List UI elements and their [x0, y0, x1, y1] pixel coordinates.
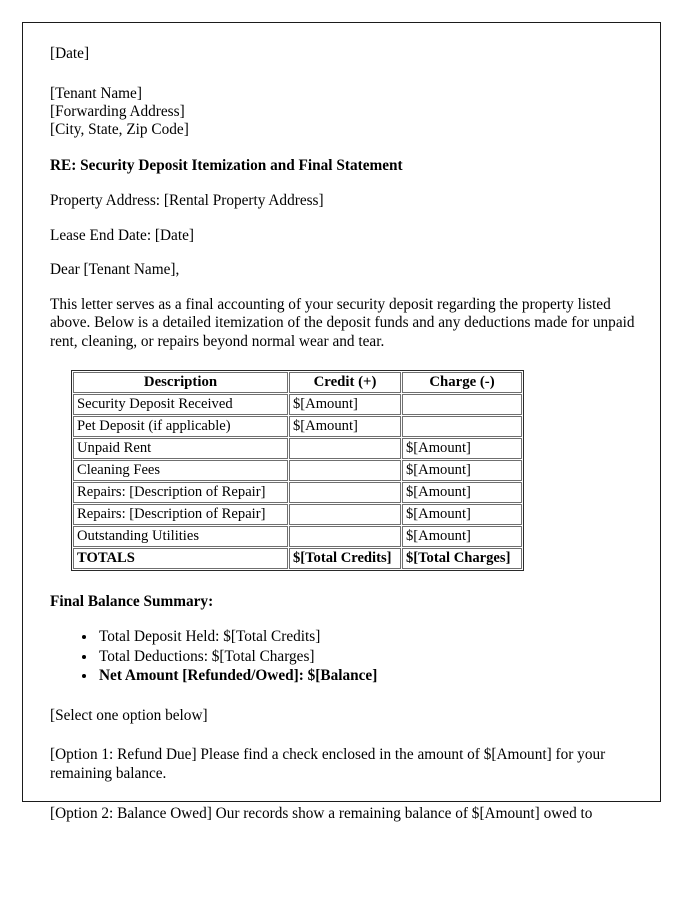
- property-address-line: Property Address: [Rental Property Address]: [50, 192, 324, 210]
- cell-description: Unpaid Rent: [73, 438, 288, 459]
- date-line: [Date]: [50, 45, 90, 62]
- cell-charge: $[Amount]: [402, 526, 522, 547]
- list-item: • Net Amount [Refunded/Owed]: $[Balance]: [97, 666, 650, 686]
- table-row: [73, 460, 522, 481]
- cell-description: Pet Deposit (if applicable): [73, 416, 288, 437]
- spacer: [50, 64, 650, 85]
- intro-paragraph: This letter serves as a final accounting of your security deposit regarding the property listed above. Below is a detailed itemization of the deposit funds and any deductions made for unpaid rent, cleaning, or repairs beyond normal wear and tear.: [50, 295, 635, 351]
- cell-credit: [289, 482, 401, 503]
- cell-credit: [289, 460, 401, 481]
- recipient-address-block: [50, 85, 650, 140]
- table-row: [73, 482, 522, 503]
- recipient-name: [Tenant Name]: [50, 84, 142, 102]
- cell-credit: [289, 526, 401, 547]
- final-balance-summary-heading: Final Balance Summary:: [50, 592, 214, 610]
- cell-description: Outstanding Utilities: [73, 526, 288, 547]
- spacer: [50, 352, 650, 370]
- document-content: [50, 45, 650, 823]
- option-one-paragraph: [Option 1: Refund Due] Please find a check enclosed in the amount of $[Amount] for your remaining balance.: [50, 746, 606, 782]
- spacer: [50, 280, 650, 296]
- cell-description: Repairs: [Description of Repair]: [73, 504, 288, 525]
- cell-description: Security Deposit Received: [73, 394, 288, 415]
- cell-charge: $[Amount]: [402, 438, 522, 459]
- subject-line: RE: Security Deposit Itemization and Final Statement: [50, 157, 403, 175]
- final-balance-summary-list: [50, 627, 650, 686]
- spacer: [50, 571, 650, 593]
- recipient-address: [Forwarding Address]: [50, 102, 185, 120]
- cell-credit: [289, 504, 401, 525]
- cell-totals-label: TOTALS: [73, 548, 288, 569]
- list-item: • Total Deposit Held: $[Total Credits]: [97, 627, 650, 647]
- spacer: [50, 139, 650, 157]
- table-row: [73, 438, 522, 459]
- table-row: [73, 394, 522, 415]
- cell-description: Repairs: [Description of Repair]: [73, 482, 288, 503]
- cell-charge: [402, 394, 522, 415]
- cell-charge: $[Amount]: [402, 482, 522, 503]
- list-item: • Total Deductions: $[Total Charges]: [97, 647, 650, 667]
- cell-description: Cleaning Fees: [73, 460, 288, 481]
- cell-credit: [289, 438, 401, 459]
- cell-charge: [402, 416, 522, 437]
- recipient-city-state-zip: [City, State, Zip Code]: [50, 121, 189, 139]
- table-row: [73, 416, 522, 437]
- select-option-line: [Select one option below]: [50, 706, 208, 724]
- cell-totals-credit: $[Total Credits]: [289, 548, 401, 569]
- spacer: [50, 245, 650, 261]
- column-header-credit: Credit (+): [289, 372, 401, 393]
- table-row: [73, 526, 522, 547]
- cell-charge: $[Amount]: [402, 504, 522, 525]
- table-body: [73, 394, 522, 569]
- spacer: [50, 211, 650, 227]
- spacer: [50, 686, 650, 707]
- cell-charge: $[Amount]: [402, 460, 522, 481]
- salutation: Dear [Tenant Name],: [50, 261, 180, 279]
- lease-end-date-line: Lease End Date: [Date]: [50, 226, 194, 244]
- table-header-row: [73, 372, 522, 393]
- spacer: [50, 611, 650, 627]
- table-row: [73, 504, 522, 525]
- spacer: [50, 176, 650, 192]
- option-two-paragraph: [Option 2: Balance Owed] Our records show a remaining balance of $[Amount] owed to: [50, 804, 593, 822]
- cell-credit: $[Amount]: [289, 394, 401, 415]
- document-page: [22, 22, 661, 822]
- column-header-charge: Charge (-): [402, 372, 522, 393]
- cell-credit: $[Amount]: [289, 416, 401, 437]
- cell-totals-charge: $[Total Charges]: [402, 548, 522, 569]
- spacer: [50, 784, 650, 805]
- spacer: [50, 725, 650, 746]
- table-totals-row: [73, 548, 522, 569]
- column-header-description: Description: [73, 372, 288, 393]
- deposit-itemization-table: [71, 370, 524, 571]
